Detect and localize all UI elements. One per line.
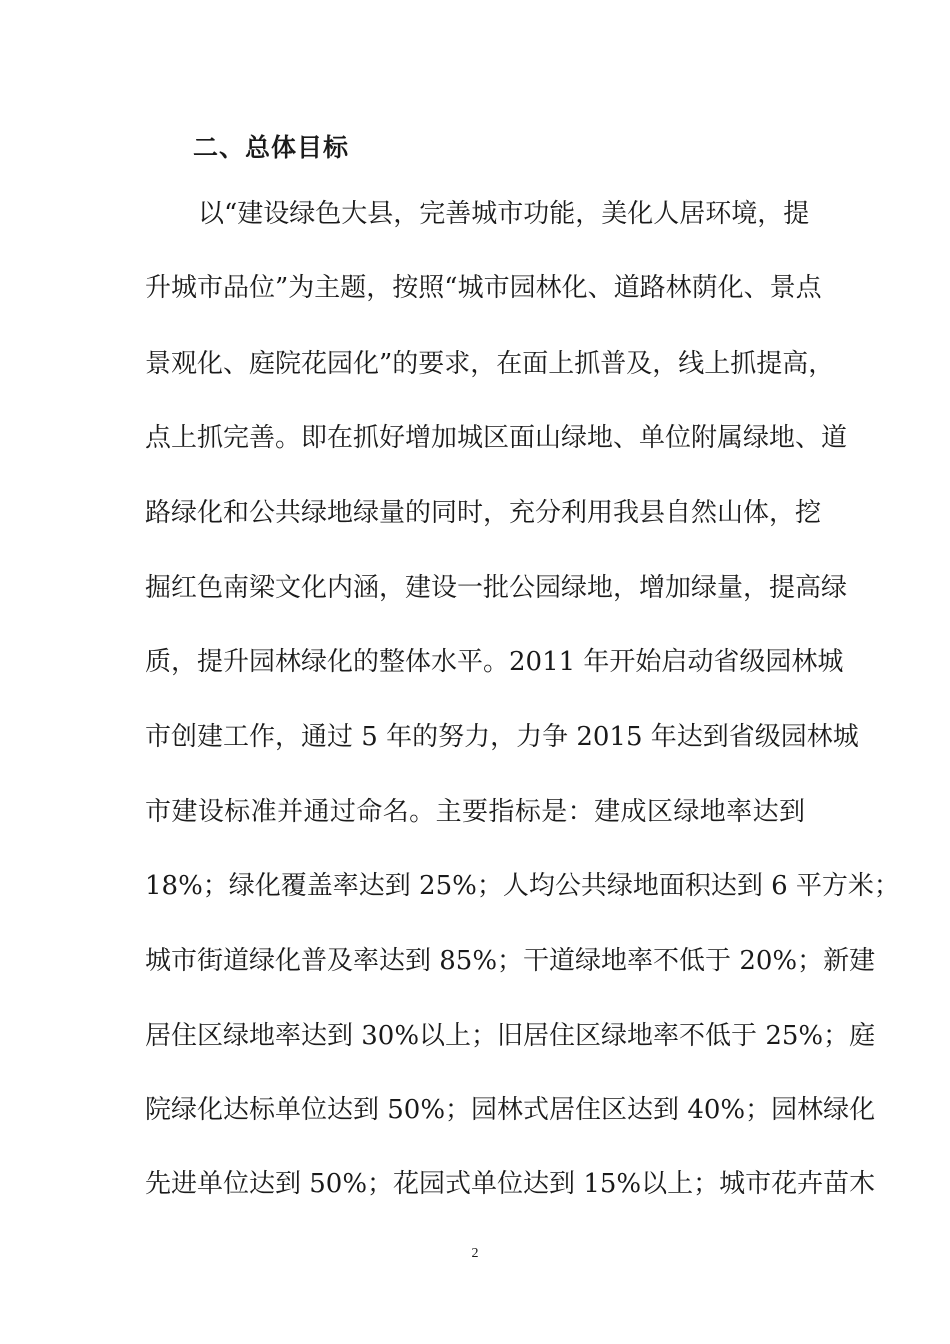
page-number: 2 <box>471 1246 479 1261</box>
paragraph-line: 市建设标准并通过命名。主要指标是：建成区绿地率达到 <box>145 797 805 827</box>
paragraph-line: 景观化、庭院花园化”的要求，在面上抓普及，线上抓提高， <box>145 349 835 379</box>
paragraph-line: 掘红色南梁文化内涵，建设一批公园绿地，增加绿量，提高绿 <box>145 573 848 603</box>
paragraph-line: 以“建设绿色大县，完善城市功能，美化人居环境，提 <box>198 199 810 229</box>
paragraph-line: 18%；绿化覆盖率达到 25%；人均公共绿地面积达到 6 平方米； <box>145 871 900 901</box>
paragraph-line: 质，提升园林绿化的整体水平。2011 年开始启动省级园林城 <box>145 647 844 677</box>
paragraph-line: 路绿化和公共绿地绿量的同时，充分利用我县自然山体，挖 <box>145 498 822 528</box>
paragraph-line: 院绿化达标单位达到 50%；园林式居住区达到 40%；园林绿化 <box>145 1095 876 1125</box>
paragraph-line: 城市街道绿化普及率达到 85%；干道绿地率不低于 20%；新建 <box>145 946 876 976</box>
paragraph-line: 升城市品位”为主题，按照“城市园林化、道路林荫化、景点 <box>145 273 822 303</box>
section-heading: 二、总体目标 <box>193 133 350 162</box>
paragraph-line: 先进单位达到 50%；花园式单位达到 15%以上；城市花卉苗木 <box>145 1169 876 1199</box>
paragraph-line: 居住区绿地率达到 30%以上；旧居住区绿地率不低于 25%；庭 <box>145 1021 876 1051</box>
paragraph-line: 市创建工作，通过 5 年的努力，力争 2015 年达到省级园林城 <box>145 722 859 752</box>
paragraph-line: 点上抓完善。即在抓好增加城区面山绿地、单位附属绿地、道 <box>145 423 848 453</box>
